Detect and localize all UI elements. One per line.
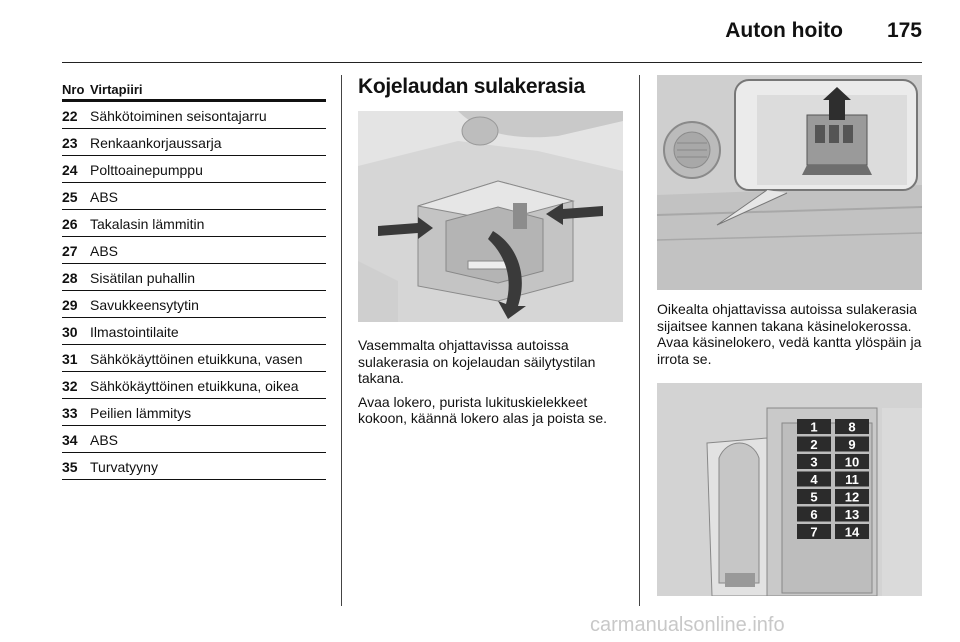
table-row xyxy=(62,345,326,372)
middle-paragraph-1: Vasemmalta ohjattavissa autoissa sulakerasia on kojelaudan säilytystilan takana. xyxy=(358,337,596,386)
circuit-name: Sisätilan puhallin xyxy=(90,270,196,286)
fuse-slot-label: 12 xyxy=(844,489,860,505)
circuit-name: Polttoainepumppu xyxy=(90,162,203,178)
circuit-name: Takalasin lämmitin xyxy=(90,216,205,232)
circuit-name: Sähkötoiminen seisontajarru xyxy=(90,108,267,124)
fuse-number: 29 xyxy=(62,297,78,313)
circuit-name: Ilmastointilaite xyxy=(90,324,179,340)
fuse-number: 31 xyxy=(62,351,78,367)
table-row xyxy=(62,453,326,480)
middle-column xyxy=(358,75,626,99)
table-row xyxy=(62,183,326,210)
fuse-slot-label: 7 xyxy=(810,524,818,540)
fuse-slot-label: 9 xyxy=(848,437,856,452)
fuse-table-header xyxy=(62,82,326,98)
fuse-slot-label: 2 xyxy=(810,437,818,452)
circuit-name: ABS xyxy=(90,432,119,448)
fuse-slot-label: 6 xyxy=(810,507,818,522)
fuse-number: 28 xyxy=(62,270,78,286)
fuse-slot-label: 1 xyxy=(810,419,818,435)
fuse-number: 22 xyxy=(62,108,78,124)
fuse-slot-label: 13 xyxy=(844,507,860,522)
fuse-slot-label: 8 xyxy=(848,419,856,435)
header-rule xyxy=(62,62,922,63)
right-paragraph-1: Oikealta ohjattavissa autoissa sulakerasia sijaitsee kannen takana käsinelokerossa. Avaa käsinelokero, vedä kantta ylöspäin ja irrota se. xyxy=(657,301,922,367)
circuit-name: Peilien lämmitys xyxy=(90,405,192,421)
table-row xyxy=(62,372,326,399)
fuse-box-layout-illustration xyxy=(657,383,922,596)
fuse-number: 35 xyxy=(62,459,78,475)
fuse-slot-label: 10 xyxy=(844,454,860,470)
table-row xyxy=(62,291,326,318)
fuse-number: 26 xyxy=(62,216,78,232)
fuse-number: 25 xyxy=(62,189,78,205)
circuit-name: ABS xyxy=(90,189,119,205)
page-header-title: Auton hoito xyxy=(725,19,843,42)
left-hand-drive-fusebox-illustration xyxy=(358,111,623,322)
circuit-name: Renkaankorjaussarja xyxy=(90,135,222,151)
circuit-name: Turvatyyny xyxy=(90,459,158,475)
table-row xyxy=(62,210,326,237)
circuit-name: Sähkökäyttöinen etuikkuna, oikea xyxy=(90,378,299,394)
fuse-number: 34 xyxy=(62,432,78,448)
fuse-slot-label: 11 xyxy=(845,472,859,487)
middle-paragraph-2: Avaa lokero, purista lukituskielekkeet kokoon, käännä lokero alas ja poista se. xyxy=(358,393,608,426)
table-row xyxy=(62,102,326,129)
fuse-slot-label: 3 xyxy=(810,454,818,470)
middle-text xyxy=(358,337,626,427)
page-number: 175 xyxy=(886,19,922,42)
circuit-name: Sähkökäyttöinen etuikkuna, vasen xyxy=(90,351,303,367)
table-row xyxy=(62,426,326,453)
fuse-number: 23 xyxy=(62,135,78,151)
fuse-slot-label: 4 xyxy=(810,472,818,487)
col-header-circuit: Virtapiiri xyxy=(90,82,143,97)
table-row xyxy=(62,318,326,345)
fuse-slot-label: 14 xyxy=(844,524,860,540)
section-heading: Kojelaudan sulakerasia xyxy=(358,75,585,98)
fuse-number: 33 xyxy=(62,405,78,421)
table-row xyxy=(62,129,326,156)
circuit-name: Savukkeensytytin xyxy=(90,297,199,313)
fuse-slot-label: 5 xyxy=(810,489,818,505)
fuse-number: 32 xyxy=(62,378,78,394)
col-header-nro: Nro xyxy=(62,82,85,97)
right-text xyxy=(657,301,923,367)
fuse-number: 27 xyxy=(62,243,78,259)
column-divider-right xyxy=(639,75,640,606)
table-row xyxy=(62,237,326,264)
fuse-number: 30 xyxy=(62,324,78,340)
circuit-name: ABS xyxy=(90,243,119,259)
table-row xyxy=(62,156,326,183)
column-divider-left xyxy=(341,75,342,606)
fuse-table-body xyxy=(62,102,326,480)
fuse-number: 24 xyxy=(62,162,78,178)
table-row xyxy=(62,399,326,426)
table-row xyxy=(62,264,326,291)
right-hand-drive-glovebox-illustration xyxy=(657,75,922,290)
watermark: carmanualsonline.info xyxy=(590,614,785,636)
fuse-table xyxy=(62,82,326,480)
